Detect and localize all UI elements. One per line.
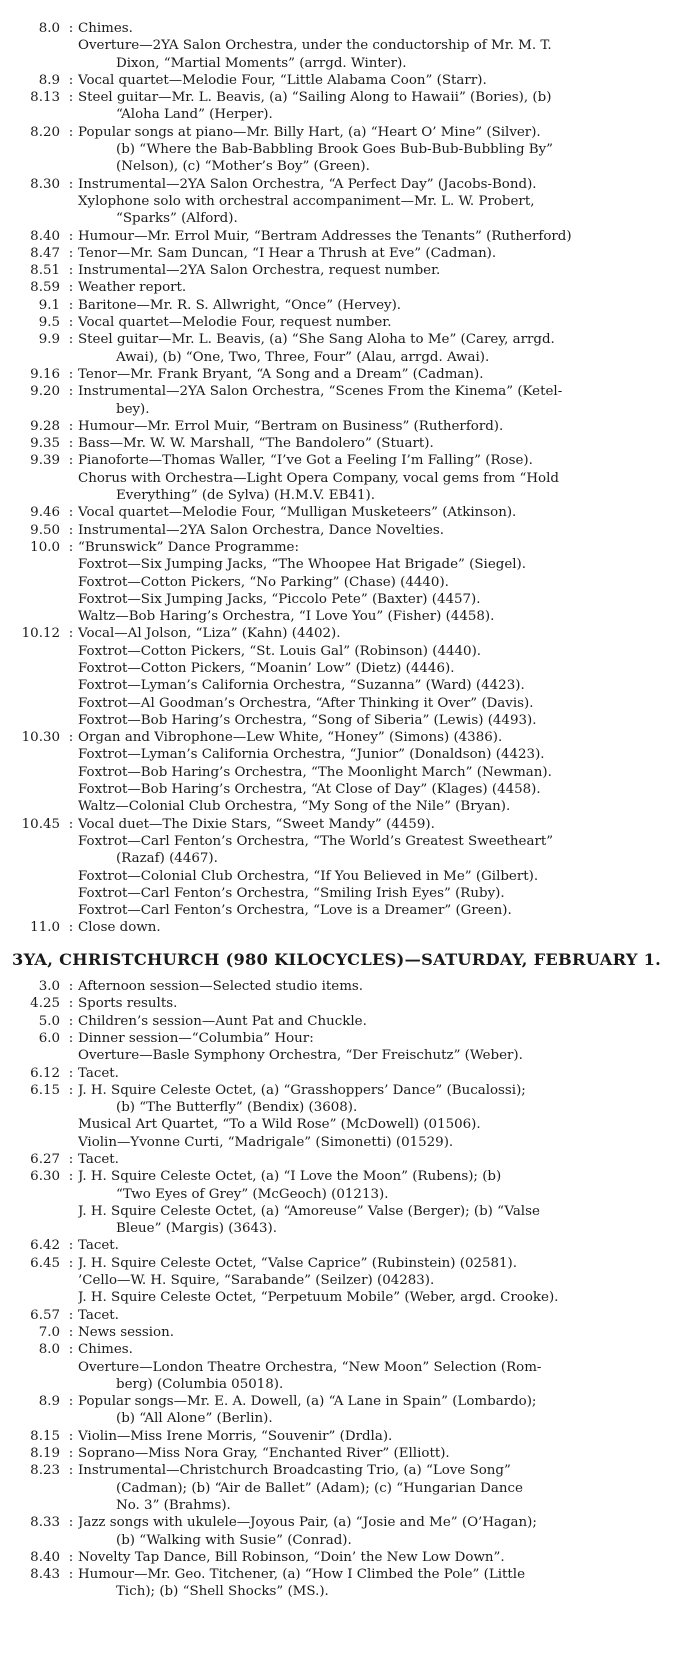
entry-body bbox=[78, 1151, 676, 1168]
time-separator: : bbox=[68, 21, 74, 36]
entry-time: 8.33 bbox=[30, 1515, 60, 1531]
time-separator: : bbox=[68, 920, 74, 936]
time-separator: : bbox=[68, 1030, 74, 1046]
entry-line-item: Foxtrot—Carl Fenton’s Orchestra, “The World’s Greatest Sweetheart” bbox=[78, 833, 554, 849]
entry-body bbox=[78, 383, 676, 418]
entry-line: Steel guitar—Mr. L. Beavis, (a) “Sailing Along to Hawaii” (Bories), (b) bbox=[78, 90, 552, 106]
time-separator: : bbox=[68, 1394, 74, 1410]
programme-entry bbox=[12, 435, 676, 452]
entry-line-continuation: “Sparks” (Alford). bbox=[116, 211, 238, 227]
entry-body bbox=[78, 1514, 676, 1549]
time-separator: : bbox=[68, 816, 74, 832]
programme-entry bbox=[12, 279, 676, 296]
time-separator: : bbox=[68, 1428, 74, 1444]
time-separator: : bbox=[68, 315, 74, 331]
entry-line: Popular songs—Mr. E. A. Dowell, (a) “A Lane in Spain” (Lombardo); bbox=[78, 1394, 537, 1410]
entry-body bbox=[78, 245, 676, 262]
time-separator: : bbox=[68, 1567, 74, 1583]
entry-body bbox=[78, 176, 676, 228]
programme-entry bbox=[12, 1237, 676, 1254]
time-separator: : bbox=[68, 90, 74, 106]
programme-entry bbox=[12, 729, 676, 815]
entry-line: Steel guitar—Mr. L. Beavis, (a) “She Sang Aloha to Me” (Carey, arrgd. bbox=[78, 332, 555, 348]
time-separator: : bbox=[68, 1549, 74, 1565]
entry-line: J. H. Squire Celeste Octet, “Valse Caprice” (Rubinstein) (02581). bbox=[78, 1255, 518, 1271]
programme-entry bbox=[12, 522, 676, 539]
entry-body bbox=[78, 522, 676, 539]
entry-line-continuation: (Razaf) (4467). bbox=[116, 851, 218, 867]
programme-entry bbox=[12, 297, 676, 314]
programme-entry bbox=[12, 995, 676, 1012]
entry-line-item: Xylophone solo with orchestral accompaniment—Mr. L. W. Probert, bbox=[78, 193, 535, 209]
time-separator: : bbox=[68, 1152, 74, 1167]
entry-body bbox=[78, 1445, 676, 1462]
entry-time: 10.0 bbox=[30, 539, 60, 555]
time-separator: : bbox=[68, 1238, 74, 1254]
programme-entry bbox=[12, 1013, 676, 1030]
entry-line-continuation: Tich); (b) “Shell Shocks” (MS.). bbox=[116, 1584, 329, 1600]
entry-line-item: Waltz—Bob Haring’s Orchestra, “I Love You” (Fisher) (4458). bbox=[78, 609, 495, 625]
entry-body bbox=[78, 72, 676, 89]
entry-line: Children’s session—Aunt Pat and Chuckle. bbox=[78, 1013, 367, 1029]
entry-time: 7.0 bbox=[38, 1324, 60, 1340]
entry-line: J. H. Squire Celeste Octet, (a) “Grasshoppers’ Dance” (Bucalossi); bbox=[78, 1082, 526, 1098]
entry-line: J. H. Squire Celeste Octet, (a) “I Love the Moon” (Rubens); (b) bbox=[78, 1169, 502, 1185]
entry-body bbox=[78, 1307, 676, 1324]
entry-body bbox=[78, 1566, 676, 1601]
time-separator: : bbox=[68, 1255, 74, 1271]
time-separator: : bbox=[68, 245, 74, 261]
time-separator: : bbox=[68, 1013, 74, 1029]
programme-entry bbox=[12, 89, 676, 124]
time-separator: : bbox=[68, 453, 74, 469]
entry-time: 9.39 bbox=[30, 453, 60, 469]
entry-line: Instrumental—2YA Salon Orchestra, “Scenes From the Kinema” (Ketel- bbox=[78, 384, 563, 400]
entry-line-item: Foxtrot—Cotton Pickers, “No Parking” (Chase) (4440). bbox=[78, 574, 449, 590]
time-separator: : bbox=[68, 366, 74, 382]
programme-entry bbox=[12, 72, 676, 89]
programme-entry bbox=[12, 1168, 676, 1237]
entry-body bbox=[78, 1013, 676, 1030]
programme-entry bbox=[12, 978, 676, 995]
time-separator: : bbox=[68, 176, 74, 192]
entry-time: 8.51 bbox=[30, 263, 60, 279]
programme-entry bbox=[12, 1341, 676, 1393]
entry-line-item: Foxtrot—Six Jumping Jacks, “Piccolo Pete” (Baxter) (4457). bbox=[78, 591, 481, 607]
entry-body bbox=[78, 279, 676, 296]
entry-body bbox=[78, 1341, 676, 1393]
programme-entry bbox=[12, 314, 676, 331]
entry-line-continuation: (Cadman); (b) “Air de Ballet” (Adam); (c) “Hungarian Dance bbox=[116, 1480, 523, 1496]
entry-time: 6.30 bbox=[30, 1169, 60, 1185]
entry-line: Instrumental—2YA Salon Orchestra, Dance Novelties. bbox=[78, 522, 444, 538]
entry-time: 8.40 bbox=[30, 1549, 60, 1565]
entry-body bbox=[78, 816, 676, 920]
entry-time: 9.46 bbox=[30, 505, 60, 521]
entry-line-item: Overture—London Theatre Orchestra, “New Moon” Selection (Rom- bbox=[78, 1359, 542, 1375]
time-separator: : bbox=[68, 730, 74, 746]
entry-line: Tacet. bbox=[78, 1238, 119, 1254]
entry-line-continuation: (b) “All Alone” (Berlin). bbox=[116, 1411, 273, 1427]
entry-body bbox=[78, 89, 676, 124]
entry-line-continuation: berg) (Columbia 05018). bbox=[116, 1376, 284, 1392]
entry-body bbox=[78, 314, 676, 331]
entry-line-continuation: bey). bbox=[116, 401, 150, 417]
time-separator: : bbox=[68, 332, 74, 348]
entry-line: Close down. bbox=[78, 920, 161, 936]
entry-time: 9.16 bbox=[30, 366, 60, 382]
entry-time: 8.20 bbox=[30, 124, 60, 140]
programme-entry bbox=[12, 1307, 676, 1324]
entry-body bbox=[78, 1549, 676, 1566]
entry-line: Tenor—Mr. Sam Duncan, “I Hear a Thrush at Eve” (Cadman). bbox=[78, 245, 497, 261]
programme-entry bbox=[12, 1151, 676, 1168]
entry-line: Vocal quartet—Melodie Four, request number. bbox=[78, 315, 392, 331]
entry-line: Baritone—Mr. R. S. Allwright, “Once” (Hervey). bbox=[78, 297, 402, 313]
entry-line: Dinner session—“Columbia” Hour: bbox=[78, 1030, 314, 1046]
entry-line-item: Foxtrot—Bob Haring’s Orchestra, “The Moonlight March” (Newman). bbox=[78, 764, 552, 780]
entry-line-continuation: No. 3” (Brahms). bbox=[116, 1497, 231, 1513]
entry-line: Sports results. bbox=[78, 996, 178, 1012]
programme-entry bbox=[12, 625, 676, 729]
entry-time: 8.9 bbox=[38, 72, 60, 88]
time-separator: : bbox=[68, 1463, 74, 1479]
entry-line: Tacet. bbox=[78, 1152, 119, 1167]
programme-entry bbox=[12, 383, 676, 418]
programme-entry bbox=[12, 539, 676, 625]
entry-line-continuation: (b) “Walking with Susie” (Conrad). bbox=[116, 1532, 352, 1548]
entry-line-continuation: Bleue” (Margis) (3643). bbox=[116, 1221, 278, 1237]
entry-line: Weather report. bbox=[78, 280, 187, 296]
entry-line-continuation: “Two Eyes of Grey” (McGeoch) (01213). bbox=[116, 1186, 389, 1202]
programme-entry bbox=[12, 1082, 676, 1151]
programme-entry bbox=[12, 1065, 676, 1082]
entry-time: 10.30 bbox=[21, 730, 60, 746]
station-heading: 3YA, CHRISTCHURCH (980 KILOCYCLES)—SATURDAY, FEBRUARY 1. bbox=[12, 949, 662, 969]
programme-entry bbox=[12, 1324, 676, 1341]
entry-time: 9.1 bbox=[38, 297, 60, 313]
time-separator: : bbox=[68, 436, 74, 452]
radio-programme-listing bbox=[12, 20, 676, 1601]
programme-entry bbox=[12, 418, 676, 435]
entry-line: News session. bbox=[78, 1324, 174, 1340]
entry-time: 6.45 bbox=[30, 1255, 60, 1271]
programme-entry bbox=[12, 1445, 676, 1462]
time-separator: : bbox=[68, 1169, 74, 1185]
entry-line: Afternoon session—Selected studio items. bbox=[78, 979, 364, 995]
time-separator: : bbox=[68, 626, 74, 642]
entry-line: Jazz songs with ukulele—Joyous Pair, (a) “Josie and Me” (O’Hagan); bbox=[78, 1515, 537, 1531]
entry-body bbox=[78, 366, 676, 383]
entry-time: 9.35 bbox=[30, 436, 60, 452]
entry-body bbox=[78, 262, 676, 279]
entry-line: Vocal quartet—Melodie Four, “Little Alabama Coon” (Starr). bbox=[78, 72, 487, 88]
entry-line: Vocal duet—The Dixie Stars, “Sweet Mandy” (4459). bbox=[78, 816, 435, 832]
programme-entry bbox=[12, 331, 676, 366]
time-separator: : bbox=[68, 297, 74, 313]
programme-entry bbox=[12, 1514, 676, 1549]
entry-time: 6.57 bbox=[30, 1307, 60, 1323]
entry-line: “Brunswick” Dance Programme: bbox=[78, 539, 299, 555]
entry-body bbox=[78, 331, 676, 366]
entry-time: 8.0 bbox=[38, 21, 60, 36]
entry-time: 8.19 bbox=[30, 1446, 60, 1462]
entry-time: 3.0 bbox=[38, 979, 60, 995]
entry-body bbox=[78, 20, 676, 72]
programme-entry bbox=[12, 1462, 676, 1514]
entry-line-item: ’Cello—W. H. Squire, “Sarabande” (Seilzer) (04283). bbox=[78, 1273, 435, 1289]
entry-line-continuation: Dixon, “Martial Moments” (arrgd. Winter). bbox=[116, 55, 407, 71]
programme-entry bbox=[12, 1549, 676, 1566]
time-separator: : bbox=[68, 522, 74, 538]
entry-line-item: Foxtrot—Cotton Pickers, “Moanin’ Low” (Dietz) (4446). bbox=[78, 660, 455, 676]
entry-body bbox=[78, 1428, 676, 1445]
entry-line-item: Overture—Basle Symphony Orchestra, “Der Freischutz” (Weber). bbox=[78, 1048, 523, 1064]
time-separator: : bbox=[68, 996, 74, 1012]
entry-time: 8.40 bbox=[30, 228, 60, 244]
entry-time: 11.0 bbox=[30, 920, 60, 936]
entry-line-item: Foxtrot—Carl Fenton’s Orchestra, “Smiling Irish Eyes” (Ruby). bbox=[78, 885, 505, 901]
entry-line-item: Violin—Yvonne Curti, “Madrigale” (Simonetti) (01529). bbox=[78, 1134, 454, 1150]
entry-time: 8.23 bbox=[30, 1463, 60, 1479]
entry-time: 8.13 bbox=[30, 90, 60, 106]
entry-time: 4.25 bbox=[30, 996, 60, 1012]
entry-time: 8.9 bbox=[38, 1394, 60, 1410]
entry-line: Tenor—Mr. Frank Bryant, “A Song and a Dream” (Cadman). bbox=[78, 366, 484, 382]
programme-entry bbox=[12, 1393, 676, 1428]
entry-line: Instrumental—Christchurch Broadcasting Trio, (a) “Love Song” bbox=[78, 1463, 511, 1479]
entry-line-continuation: “Aloha Land” (Herper). bbox=[116, 107, 273, 123]
entry-time: 10.45 bbox=[21, 816, 60, 832]
programme-entry bbox=[12, 124, 676, 176]
time-separator: : bbox=[68, 1324, 74, 1340]
entry-body bbox=[78, 1324, 676, 1341]
time-separator: : bbox=[68, 1082, 74, 1098]
entry-line-item: Foxtrot—Al Goodman’s Orchestra, “After Thinking it Over” (Davis). bbox=[78, 695, 534, 711]
entry-time: 6.27 bbox=[30, 1152, 60, 1167]
entry-body bbox=[78, 1168, 676, 1237]
programme-section-3ya bbox=[12, 951, 676, 1601]
programme-entry bbox=[12, 452, 676, 504]
entry-line: Violin—Miss Irene Morris, “Souvenir” (Drdla). bbox=[78, 1428, 393, 1444]
entry-body bbox=[78, 919, 676, 936]
entry-line-item: Foxtrot—Carl Fenton’s Orchestra, “Love is a Dreamer” (Green). bbox=[78, 903, 512, 919]
entry-line-continuation: Everything” (de Sylva) (H.M.V. EB41). bbox=[116, 488, 375, 504]
entry-body bbox=[78, 435, 676, 452]
entry-line: Popular songs at piano—Mr. Billy Hart, (a) “Heart O’ Mine” (Silver). bbox=[78, 124, 541, 140]
entry-line-item: Foxtrot—Lyman’s California Orchestra, “Suzanna” (Ward) (4423). bbox=[78, 678, 525, 694]
entry-line-item: Musical Art Quartet, “To a Wild Rose” (McDowell) (01506). bbox=[78, 1117, 481, 1133]
programme-entry bbox=[12, 504, 676, 521]
entry-time: 8.15 bbox=[30, 1428, 60, 1444]
programme-entry bbox=[12, 20, 676, 72]
entry-time: 8.0 bbox=[38, 1342, 60, 1358]
entry-line-item: Waltz—Colonial Club Orchestra, “My Song of the Nile” (Bryan). bbox=[78, 799, 511, 815]
time-separator: : bbox=[68, 124, 74, 140]
entry-body bbox=[78, 228, 676, 245]
entry-time: 9.20 bbox=[30, 384, 60, 400]
programme-entry bbox=[12, 366, 676, 383]
entry-body bbox=[78, 504, 676, 521]
entry-line-continuation: Awai), (b) “One, Two, Three, Four” (Alau, arrgd. Awai). bbox=[116, 349, 490, 365]
entry-line-item: Foxtrot—Lyman’s California Orchestra, “Junior” (Donaldson) (4423). bbox=[78, 747, 545, 763]
programme-entry bbox=[12, 919, 676, 936]
entry-line-item: J. H. Squire Celeste Octet, “Perpetuum Mobile” (Weber, argd. Crooke). bbox=[78, 1290, 559, 1306]
entry-line: Organ and Vibrophone—Lew White, “Honey” (Simons) (4386). bbox=[78, 730, 503, 746]
time-separator: : bbox=[68, 1446, 74, 1462]
entry-line: Instrumental—2YA Salon Orchestra, “A Perfect Day” (Jacobs-Bond). bbox=[78, 176, 537, 192]
entry-line: Tacet. bbox=[78, 1307, 119, 1323]
programme-entry bbox=[12, 245, 676, 262]
time-separator: : bbox=[68, 280, 74, 296]
programme-entry bbox=[12, 1566, 676, 1601]
entry-body bbox=[78, 729, 676, 815]
entry-time: 6.0 bbox=[38, 1030, 60, 1046]
time-separator: : bbox=[68, 228, 74, 244]
programme-entry bbox=[12, 1255, 676, 1307]
entry-body bbox=[78, 297, 676, 314]
time-separator: : bbox=[68, 505, 74, 521]
time-separator: : bbox=[68, 418, 74, 434]
entry-time: 9.5 bbox=[38, 315, 60, 331]
entry-time: 10.12 bbox=[21, 626, 60, 642]
time-separator: : bbox=[68, 539, 74, 555]
time-separator: : bbox=[68, 384, 74, 400]
entry-body bbox=[78, 1065, 676, 1082]
entry-line: Novelty Tap Dance, Bill Robinson, “Doin’ the New Low Down”. bbox=[78, 1549, 505, 1565]
entry-body bbox=[78, 539, 676, 625]
entry-body bbox=[78, 418, 676, 435]
time-separator: : bbox=[68, 1515, 74, 1531]
entry-line: Soprano—Miss Nora Gray, “Enchanted River” (Elliott). bbox=[78, 1446, 450, 1462]
entry-line-item: Overture—2YA Salon Orchestra, under the conductorship of Mr. M. T. bbox=[78, 38, 552, 54]
entry-line-item: Foxtrot—Bob Haring’s Orchestra, “At Close of Day” (Klages) (4458). bbox=[78, 782, 541, 798]
entry-line: Pianoforte—Thomas Waller, “I’ve Got a Feeling I’m Falling” (Rose). bbox=[78, 453, 533, 469]
entry-time: 6.15 bbox=[30, 1082, 60, 1098]
programme-entry bbox=[12, 1030, 676, 1065]
programme-entry bbox=[12, 816, 676, 920]
time-separator: : bbox=[68, 263, 74, 279]
entry-line-item: Foxtrot—Six Jumping Jacks, “The Whoopee Hat Brigade” (Siegel). bbox=[78, 557, 527, 573]
entry-line: Chimes. bbox=[78, 1342, 133, 1358]
entry-time: 8.47 bbox=[30, 245, 60, 261]
entry-body bbox=[78, 1462, 676, 1514]
time-separator: : bbox=[68, 1065, 74, 1081]
entry-body bbox=[78, 978, 676, 995]
time-separator: : bbox=[68, 72, 74, 88]
entry-line-continuation: (b) “The Butterfly” (Bendix) (3608). bbox=[116, 1100, 358, 1116]
entry-time: 9.50 bbox=[30, 522, 60, 538]
entry-time: 9.9 bbox=[38, 332, 60, 348]
programme-entry bbox=[12, 176, 676, 228]
entry-time: 8.59 bbox=[30, 280, 60, 296]
entry-line: Bass—Mr. W. W. Marshall, “The Bandolero” (Stuart). bbox=[78, 436, 434, 452]
entry-time: 9.28 bbox=[30, 418, 60, 434]
entry-line: Humour—Mr. Geo. Titchener, (a) “How I Climbed the Pole” (Little bbox=[78, 1567, 525, 1583]
entry-line: Instrumental—2YA Salon Orchestra, request number. bbox=[78, 263, 441, 279]
entry-body bbox=[78, 1255, 676, 1307]
programme-entry bbox=[12, 228, 676, 245]
entry-line-item: Foxtrot—Colonial Club Orchestra, “If You Believed in Me” (Gilbert). bbox=[78, 868, 539, 884]
entry-line: Tacet. bbox=[78, 1065, 119, 1081]
entry-time: 8.30 bbox=[30, 176, 60, 192]
time-separator: : bbox=[68, 979, 74, 995]
entry-time: 8.43 bbox=[30, 1567, 60, 1583]
entry-line: Vocal—Al Jolson, “Liza” (Kahn) (4402). bbox=[78, 626, 341, 642]
entry-line-item: Chorus with Orchestra—Light Opera Company, vocal gems from “Hold bbox=[78, 470, 559, 486]
programme-section-2ya-continued bbox=[12, 20, 676, 937]
entry-body bbox=[78, 995, 676, 1012]
entry-line-continuation: (Nelson), (c) “Mother’s Boy” (Green). bbox=[116, 159, 370, 175]
programme-entry bbox=[12, 262, 676, 279]
entry-body bbox=[78, 1082, 676, 1151]
entry-line-item: Foxtrot—Cotton Pickers, “St. Louis Gal” (Robinson) (4440). bbox=[78, 643, 482, 659]
entry-time: 6.42 bbox=[30, 1238, 60, 1254]
time-separator: : bbox=[68, 1342, 74, 1358]
time-separator: : bbox=[68, 1307, 74, 1323]
entry-body bbox=[78, 1030, 676, 1065]
programme-entry bbox=[12, 1428, 676, 1445]
entry-line: Humour—Mr. Errol Muir, “Bertram Addresses the Tenants” (Rutherford) bbox=[78, 228, 572, 244]
entry-line: Humour—Mr. Errol Muir, “Bertram on Business” (Rutherford). bbox=[78, 418, 504, 434]
entry-time: 6.12 bbox=[30, 1065, 60, 1081]
entry-time: 5.0 bbox=[38, 1013, 60, 1029]
entry-body bbox=[78, 1393, 676, 1428]
entry-body bbox=[78, 625, 676, 729]
entry-body bbox=[78, 452, 676, 504]
entry-line-item: J. H. Squire Celeste Octet, (a) “Amoreuse” Valse (Berger); (b) “Valse bbox=[78, 1203, 540, 1219]
entry-line: Chimes. bbox=[78, 21, 133, 36]
entry-body bbox=[78, 1237, 676, 1254]
entry-line-item: Foxtrot—Bob Haring’s Orchestra, “Song of Siberia” (Lewis) (4493). bbox=[78, 712, 537, 728]
entry-body bbox=[78, 124, 676, 176]
entry-line: Vocal quartet—Melodie Four, “Mulligan Musketeers” (Atkinson). bbox=[78, 505, 517, 521]
entry-line-continuation: (b) “Where the Bab-Babbling Brook Goes Bub-Bub-Bubbling By” bbox=[116, 142, 554, 158]
